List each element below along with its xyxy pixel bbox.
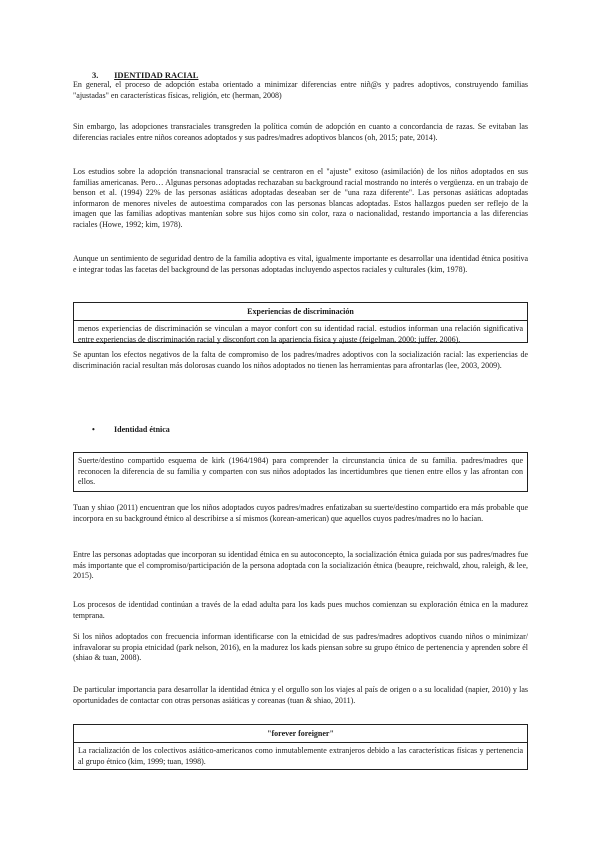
paragraph-4: Aunque un sentimiento de seguridad dentro de la familia adoptiva es vital, igualmente importante es desarrollar una identidad étnica positiva e integrar todas las facetas del background de las personas adoptadas incluyendo aspectos raciales y culturales (kim, 1978). <box>73 254 528 274</box>
paragraph-7: Entre las personas adoptadas que incorporan su identidad étnica en su autoconcepto, la socialización étnica guiada por sus padres/madres fue más importante que el compromiso/participación de la persona adoptada con la socialización étnica (beaupre, reichwald, zhou, raleigh, & lee, 2015). <box>73 550 528 580</box>
shared-fate-box <box>73 452 528 492</box>
discrimination-box <box>73 302 528 343</box>
section-heading <box>92 70 198 80</box>
forever-foreigner-box-body: La racialización de los colectivos asiático-americanos como inmutablemente extranjeros debido a las características físicas y pertenencia al grupo étnico (kim, 1999; tuan, 1998). <box>78 746 523 766</box>
shared-fate-box-body: Suerte/destino compartido esquema de kirk (1964/1984) para comprender la circunstancia única de su familia. padres/madres que reconocen la diferencia de su familia y comparten con sus niños adoptados las incertidumbres que tienen entre ellos y las afrontan con ellos. <box>78 456 523 486</box>
paragraph-8: Los procesos de identidad continúan a través de la edad adulta para los kads pues muchos comienzan su exploración étnica en la madurez temprana. <box>73 600 528 620</box>
paragraph-5: Se apuntan los efectos negativos de la falta de compromiso de los padres/madres adoptivos con la socialización racial: las experiencias de discriminación racial resultan más dolorosas cuando los niños adoptados no tienen las herramientas para afrontarlas (lee, 2003, 2009). <box>73 350 528 370</box>
section-number: 3. <box>92 70 99 80</box>
paragraph-6: Tuan y shiao (2011) encuentran que los niños adoptados cuyos padres/madres enfatizaban su suerte/destino compartido era más probable que incorpora en su background étnico al describirse a sí mismos (korean-american) que aquellos cuyos padres/madres no lo hacían. <box>73 503 528 523</box>
bullet-label: Identidad étnica <box>114 425 170 434</box>
bullet-dot-icon: • <box>92 425 95 434</box>
discrimination-box-header: Experiencias de discriminación <box>74 303 527 321</box>
paragraph-3: Los estudios sobre la adopción transnacional transracial se centraron en el "ajuste" exitoso (asimilación) de los niños adoptados en sus familias americanas. Pero… Algunas personas adoptadas rechazaban su background racial mostrando no interés o vergüenza. en un trabajo de benson et al. (1994) 22% de las personas asiáticas adoptadas deseaban ser de "una raza diferente". Las personas asiáticas adoptadas informaron de menores niveles de autoestima comparados con las personas blancas adoptadas. Estos hallazgos pueden ser reflejo de la imagen que las familias adoptivas mantenían sobre sus hijos como sin color, raza o nacionalidad, restando importancia a las diferencias raciales (Howe, 1992; kim, 1978). <box>73 167 528 229</box>
paragraph-9: Si los niños adoptados con frecuencia informan identificarse con la etnicidad de sus padres/madres adoptivos cuando niños o minimizar/ infravalorar su propia etnicidad (park nelson, 2016), en la madurez los kads piensan sobre su grupo étnico de pertenencia y aprenden sobre él (shiao & tuan, 2008). <box>73 632 528 662</box>
discrimination-box-body: menos experiencias de discriminación se vinculan a mayor confort con su identidad racial. estudios informan una relación significativa entre experiencias de discriminación racial y disconfort con la apariencia física y ajuste (feigelman, 2000; juffer, 2006). <box>78 324 523 344</box>
paragraph-1: En general, el proceso de adopción estaba orientado a minimizar diferencias entre niñ@s y padres adoptivos, construyendo familias "ajustadas" en características físicas, religión, etc (herman, 2008) <box>73 80 528 100</box>
forever-foreigner-box-header: "forever foreigner" <box>74 725 527 743</box>
section-title: IDENTIDAD RACIAL <box>114 70 199 80</box>
bullet-item-identidad-etnica <box>92 425 170 434</box>
forever-foreigner-box <box>73 724 528 770</box>
paragraph-2: Sin embargo, las adopciones transraciales transgreden la política común de adopción en cuanto a concordancia de razas. Se evitaban las diferencias raciales entre niños coreanos adoptados y sus padres/madres adoptivos blancos (oh, 2015; pate, 2014). <box>73 122 528 142</box>
paragraph-10: De particular importancia para desarrollar la identidad étnica y el orgullo son los viajes al país de origen o a su localidad (napier, 2010) y las oportunidades de contactar con otras personas asiáticas y coreanas (tuan & shiao, 2011). <box>73 685 528 705</box>
